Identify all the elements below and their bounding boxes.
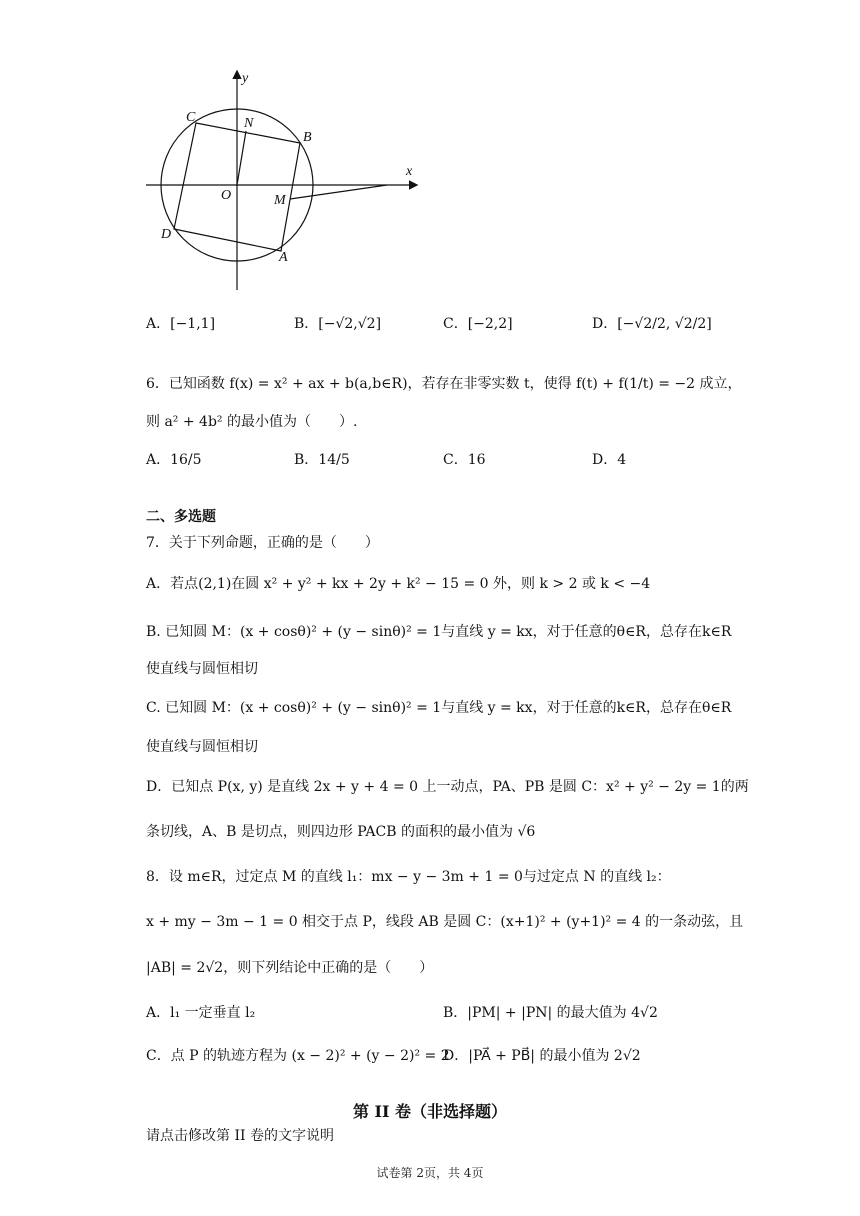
label-n: N <box>244 116 254 131</box>
q8-stem-line3: |AB| = 2√2，则下列结论中正确的是（ ） <box>146 960 434 976</box>
q7-option-b-line1: B. 已知圆 M：(x + cosθ)² + (y − sinθ)² = 1与直线 y = kx，对于任意的θ∈R，总存在k∈R <box>146 624 732 640</box>
q6-option-a: A．16/5 <box>146 452 202 468</box>
q7-stem: 7．关于下列命题，正确的是（ ） <box>146 535 379 551</box>
q7-option-a: A．若点(2,1)在圆 x² + y² + kx + 2y + k² − 15 = 0 外，则 k > 2 或 k < −4 <box>146 576 651 592</box>
page-footer: 试卷第 2页，共 4页 <box>376 1166 484 1180</box>
label-c: C <box>186 110 196 125</box>
label-m: M <box>274 193 286 208</box>
label-x: x <box>406 164 413 179</box>
q5-option-c: C．[−2,2] <box>443 316 513 332</box>
label-y: y <box>242 71 249 86</box>
q6-option-c: C．16 <box>443 452 486 468</box>
q5-option-b: B．[−√2,√2] <box>294 316 382 332</box>
q6-option-d: D．4 <box>592 452 627 468</box>
q5-option-d: D．[−√2/2, √2/2] <box>592 316 712 332</box>
q6-option-b: B．14/5 <box>294 452 350 468</box>
q6-stem-line1: 6．已知函数 f(x) = x² + ax + b(a,b∈R)，若存在非零实数 t，使得 f(t) + f(1/t) = −2 成立， <box>146 376 742 392</box>
geometry-figure <box>140 64 430 294</box>
q8-stem-line1: 8．设 m∈R，过定点 M 的直线 l₁：mx − y − 3m + 1 = 0与过定点 N 的直线 l₂： <box>146 869 671 885</box>
part2-title: 第 II 卷（非选择题） <box>352 1102 508 1121</box>
section-title-multi-choice: 二、多选题 <box>146 509 216 525</box>
label-b: B <box>303 130 312 145</box>
q8-option-b: B．|PM| + |PN| 的最大值为 4√2 <box>443 1005 658 1021</box>
q6-stem-line2: 则 a² + 4b² 的最小值为（ ）. <box>146 414 358 430</box>
segment-on <box>237 131 246 185</box>
q7-option-b-line2: 使直线与圆恒相切 <box>146 661 258 677</box>
q8-stem-line2: x + my − 3m − 1 = 0 相交于点 P，线段 AB 是圆 C：(x+1)² + (y+1)² = 4 的一条动弦，且 <box>146 914 744 930</box>
label-d: D <box>161 227 172 242</box>
q8-option-a: A．l₁ 一定垂直 l₂ <box>146 1005 256 1021</box>
q7-option-c-line2: 使直线与圆恒相切 <box>146 739 258 755</box>
q5-option-a: A．[−1,1] <box>146 316 216 332</box>
q8-option-c: C．点 P 的轨迹方程为 (x − 2)² + (y − 2)² = 2 <box>146 1048 450 1064</box>
q8-option-d: D．|PA⃗ + PB⃗| 的最小值为 2√2 <box>443 1048 641 1064</box>
q7-option-d-line2: 条切线，A、B 是切点，则四边形 PACB 的面积的最小值为 √6 <box>146 824 536 840</box>
q7-option-d-line1: D．已知点 P(x, y) 是直线 2x + y + 4 = 0 上一动点，PA、PB 是圆 C：x² + y² − 2y = 1的两 <box>146 779 749 795</box>
part2-note: 请点击修改第 II 卷的文字说明 <box>146 1128 334 1144</box>
label-a: A <box>279 250 288 265</box>
q7-option-c-line1: C. 已知圆 M：(x + cosθ)² + (y − sinθ)² = 1与直线 y = kx，对于任意的k∈R，总存在θ∈R <box>146 700 732 716</box>
segment-m <box>290 185 387 199</box>
label-o: O <box>221 188 232 203</box>
